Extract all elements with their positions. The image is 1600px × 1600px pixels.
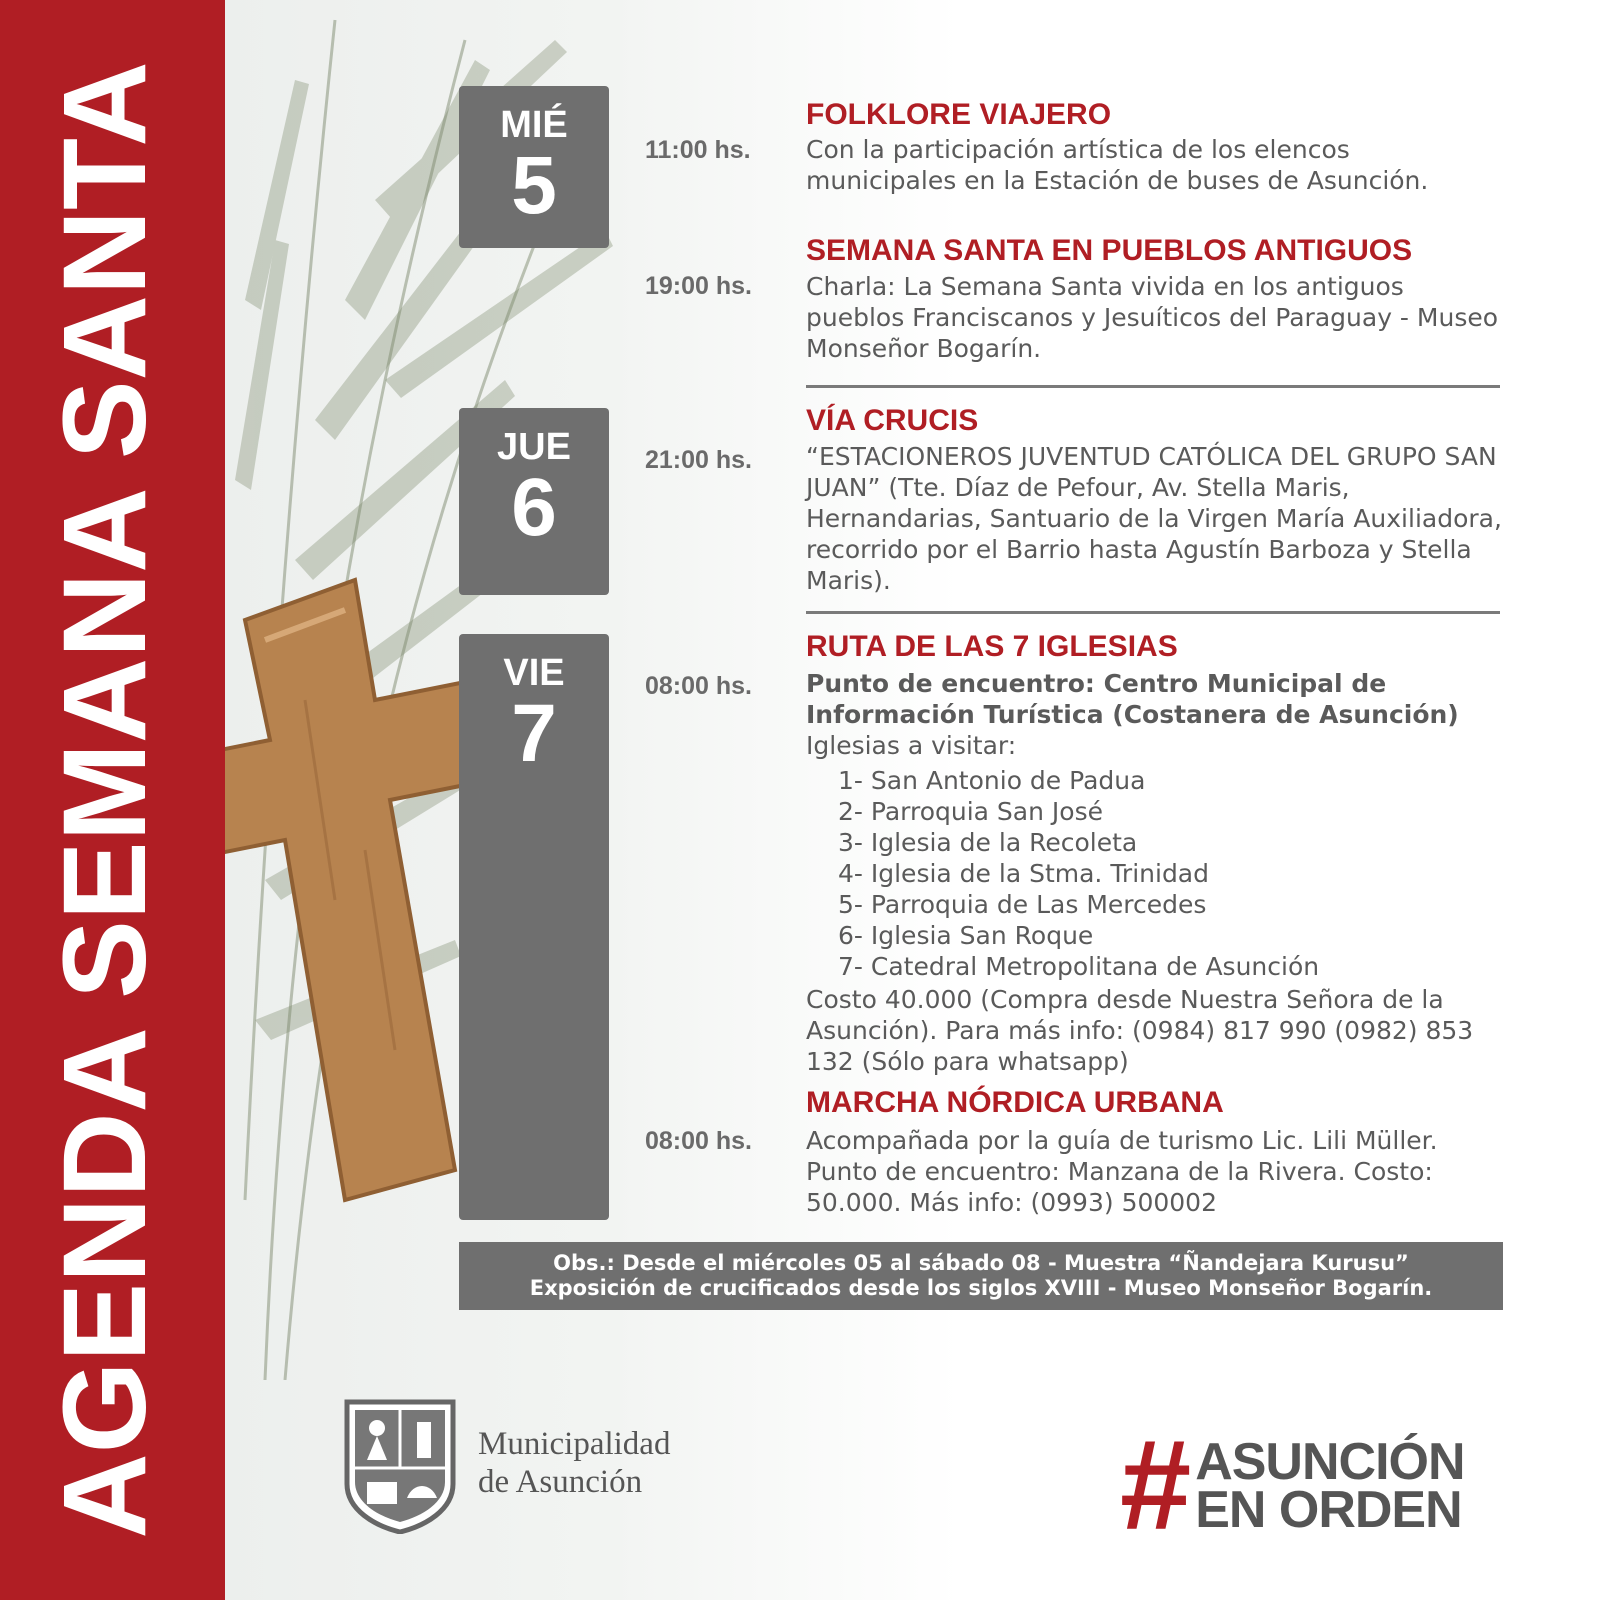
day-name: MIÉ bbox=[500, 104, 568, 146]
meeting-point: Punto de encuentro: Centro Municipal de Información Turística (Costanera de Asunción) bbox=[806, 669, 1459, 729]
event-description: Con la participación artística de los elencos municipales en la Estación de buses de Asunción. bbox=[806, 135, 1429, 195]
observation-line: Obs.: Desde el miércoles 05 al sábado 08 - Muestra “Ñandejara Kurusu” bbox=[553, 1251, 1409, 1275]
day-box-wed bbox=[459, 86, 609, 248]
event-title: MARCHA NÓRDICA URBANA bbox=[806, 1086, 1224, 1119]
list-item: 3- Iglesia de la Recoleta bbox=[838, 828, 1138, 857]
event-description: “ESTACIONEROS JUVENTUD CATÓLICA DEL GRUPO SAN JUAN” (Tte. Díaz de Pefour, Av. Stella Maris, Hernandarias, Santuario de la Virgen María Auxiliadora, recorrido por el Barrio hasta Agustín Barboza y Stella Maris). bbox=[806, 442, 1502, 595]
sidebar bbox=[0, 0, 225, 1600]
hashtag-line: ASUNCIÓN bbox=[1195, 1433, 1465, 1491]
divider bbox=[806, 611, 1500, 614]
org-name-line: Municipalidad bbox=[478, 1426, 671, 1462]
event-time: 08:00 hs. bbox=[645, 672, 753, 700]
observation-banner bbox=[459, 1242, 1503, 1310]
event-description: Acompañada por la guía de turismo Lic. Lili Müller. Punto de encuentro: Manzana de la Rivera. Costo: 50.000. Más info: (0993) 500002 bbox=[806, 1126, 1438, 1217]
list-item: 5- Parroquia de Las Mercedes bbox=[838, 890, 1207, 919]
hashtag-text bbox=[1195, 1433, 1465, 1539]
list-item: 7- Catedral Metropolitana de Asunción bbox=[838, 952, 1320, 981]
municipal-seal-icon bbox=[341, 1398, 459, 1534]
hashtag-logo bbox=[1120, 1414, 1465, 1557]
day-name: VIE bbox=[503, 652, 565, 694]
cost-info: Costo 40.000 (Compra desde Nuestra Señora de la Asunción). Para más info: (0984) 817 990 (0982) 853 132 (Sólo para whatsapp) bbox=[806, 985, 1474, 1076]
event-description: Charla: La Semana Santa vivida en los antiguos pueblos Franciscanos y Jesuíticos del Paraguay - Museo Monseñor Bogarín. bbox=[806, 272, 1499, 363]
page-title: AGENDA SEMANA SANTA bbox=[39, 61, 171, 1539]
event-title: VÍA CRUCIS bbox=[806, 404, 979, 437]
list-item: 6- Iglesia San Roque bbox=[838, 921, 1094, 950]
day-box-thu bbox=[459, 408, 609, 595]
event-title: FOLKLORE VIAJERO bbox=[806, 98, 1112, 131]
org-name-line: de Asunción bbox=[478, 1464, 643, 1500]
event-time: 19:00 hs. bbox=[645, 272, 753, 300]
list-item: 2- Parroquia San José bbox=[838, 797, 1103, 826]
municipality-name bbox=[478, 1425, 670, 1501]
day-name: JUE bbox=[497, 426, 571, 468]
event-title: RUTA DE LAS 7 IGLESIAS bbox=[806, 630, 1178, 663]
day-number: 5 bbox=[511, 140, 557, 231]
hashtag-line: EN ORDEN bbox=[1195, 1481, 1462, 1539]
day-number: 7 bbox=[511, 688, 557, 779]
event-time: 21:00 hs. bbox=[645, 446, 753, 474]
hash-symbol: # bbox=[1120, 1414, 1192, 1557]
event-title: SEMANA SANTA EN PUEBLOS ANTIGUOS bbox=[806, 234, 1413, 267]
event-time: 11:00 hs. bbox=[645, 136, 751, 164]
list-item: 4- Iglesia de la Stma. Trinidad bbox=[838, 859, 1209, 888]
list-intro: Iglesias a visitar: bbox=[806, 731, 1017, 760]
event-description bbox=[806, 668, 1506, 1077]
day-box-fri bbox=[459, 634, 609, 1220]
church-list bbox=[838, 765, 1506, 982]
divider bbox=[806, 385, 1500, 388]
observation-line: Exposición de crucificados desde los siglos XVIII - Museo Monseñor Bogarín. bbox=[529, 1276, 1433, 1300]
list-item: 1- San Antonio de Padua bbox=[838, 766, 1146, 795]
event-time: 08:00 hs. bbox=[645, 1127, 753, 1155]
day-number: 6 bbox=[511, 462, 557, 553]
